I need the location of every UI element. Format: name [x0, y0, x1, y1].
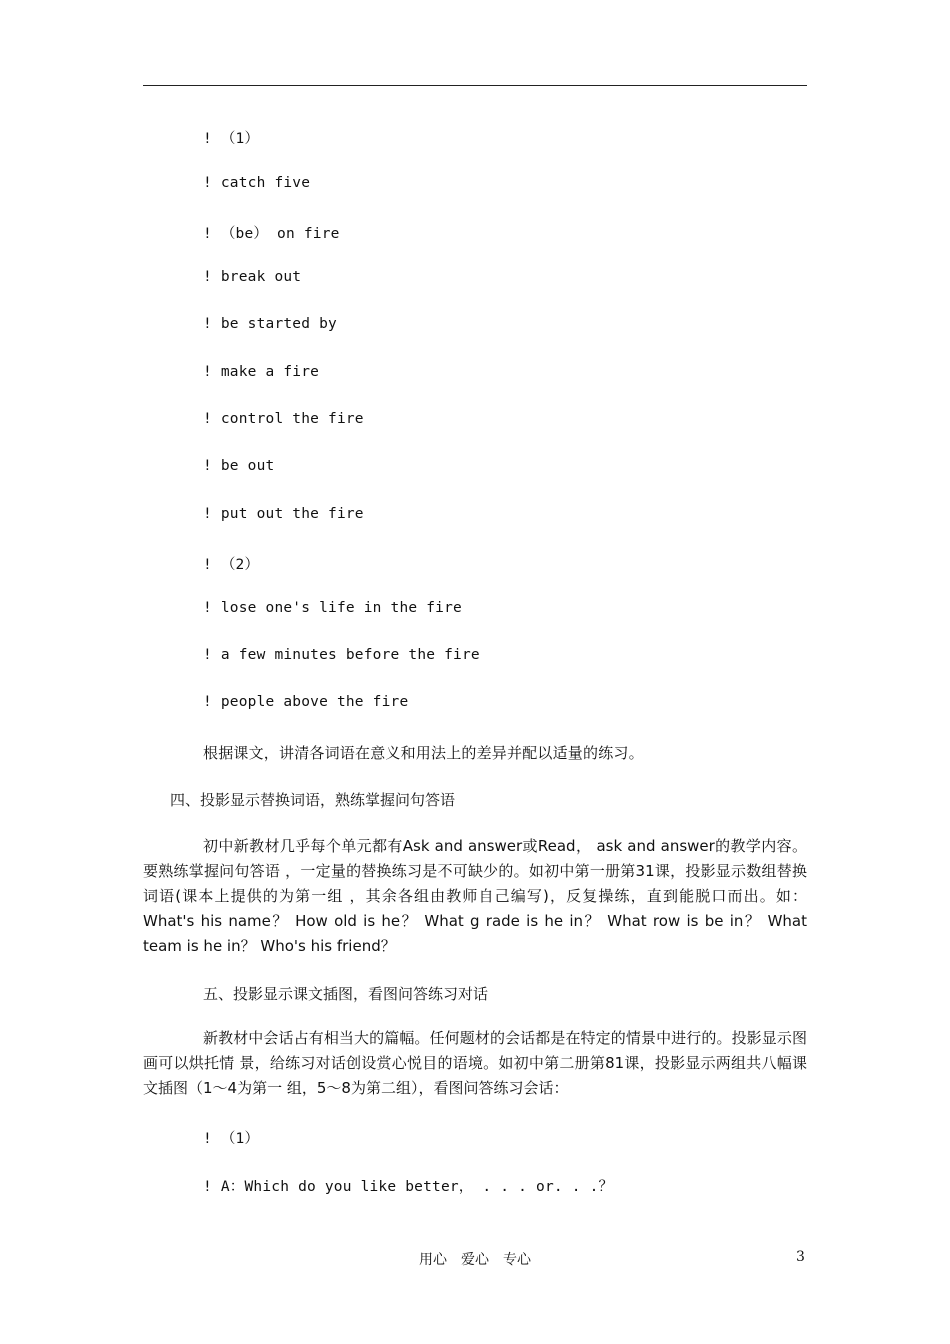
list-item: ! people above the fire	[203, 694, 409, 710]
section-5-paragraph: 新教材中会话占有相当大的篇幅。任何题材的会话都是在特定的情景中进行的。投影显示图画可以烘托情 景，给练习对话创设赏心悦目的语境。如初中第二册第81课，投影显示两组共八幅课文插图（1～4为第一 组，5～8为第二组），看图问答练习会话：	[143, 1029, 807, 1097]
list-item: ! break out	[203, 269, 302, 285]
list-item: ! be started by	[203, 316, 337, 332]
section-4-paragraph: 初中新教材几乎每个单元都有Ask and answer或Read， ask and answer的教学内容。要熟练掌握问句答语 ，一定量的替换练习是不可缺少的。如初中第一册第31课，投影显示数组替换词语(课本上提供的为第一组 ，其余各组由教师自己编写)，反复操练，直到能脱口而出。如：What's his name？ How old is he？ What g rade is he in？ What row is be in？ What team is he in？ Who's his friend？	[143, 837, 807, 955]
header-rule	[143, 85, 807, 86]
page-number: 3	[796, 1249, 805, 1265]
list-item: ! （be） on fire	[203, 226, 340, 242]
list-item: ! （1）	[203, 131, 260, 147]
section-4-heading: 四、投影显示替换词语，熟练掌握问句答语	[170, 791, 456, 809]
section-5-heading: 五、投影显示课文插图，看图问答练习对话	[203, 985, 489, 1003]
list-item: ! be out	[203, 458, 275, 474]
list-item: ! catch five	[203, 175, 311, 191]
list-item: ! a few minutes before the fire	[203, 647, 480, 663]
list-item: ! control the fire	[203, 411, 364, 427]
instruction-note: 根据课文，讲清各词语在意义和用法上的差异并配以适量的练习。	[203, 744, 644, 762]
page-footer: 用心 爱心 专心	[419, 1252, 531, 1268]
list-item: ! put out the fire	[203, 506, 364, 522]
list-item: ! make a fire	[203, 364, 320, 380]
list-item: ! （1）	[203, 1131, 260, 1147]
list-item: ! A：Which do you like better， . . . or. . .？	[203, 1179, 614, 1195]
list-item: ! （2）	[203, 557, 260, 573]
list-item: ! lose one's life in the fire	[203, 600, 462, 616]
